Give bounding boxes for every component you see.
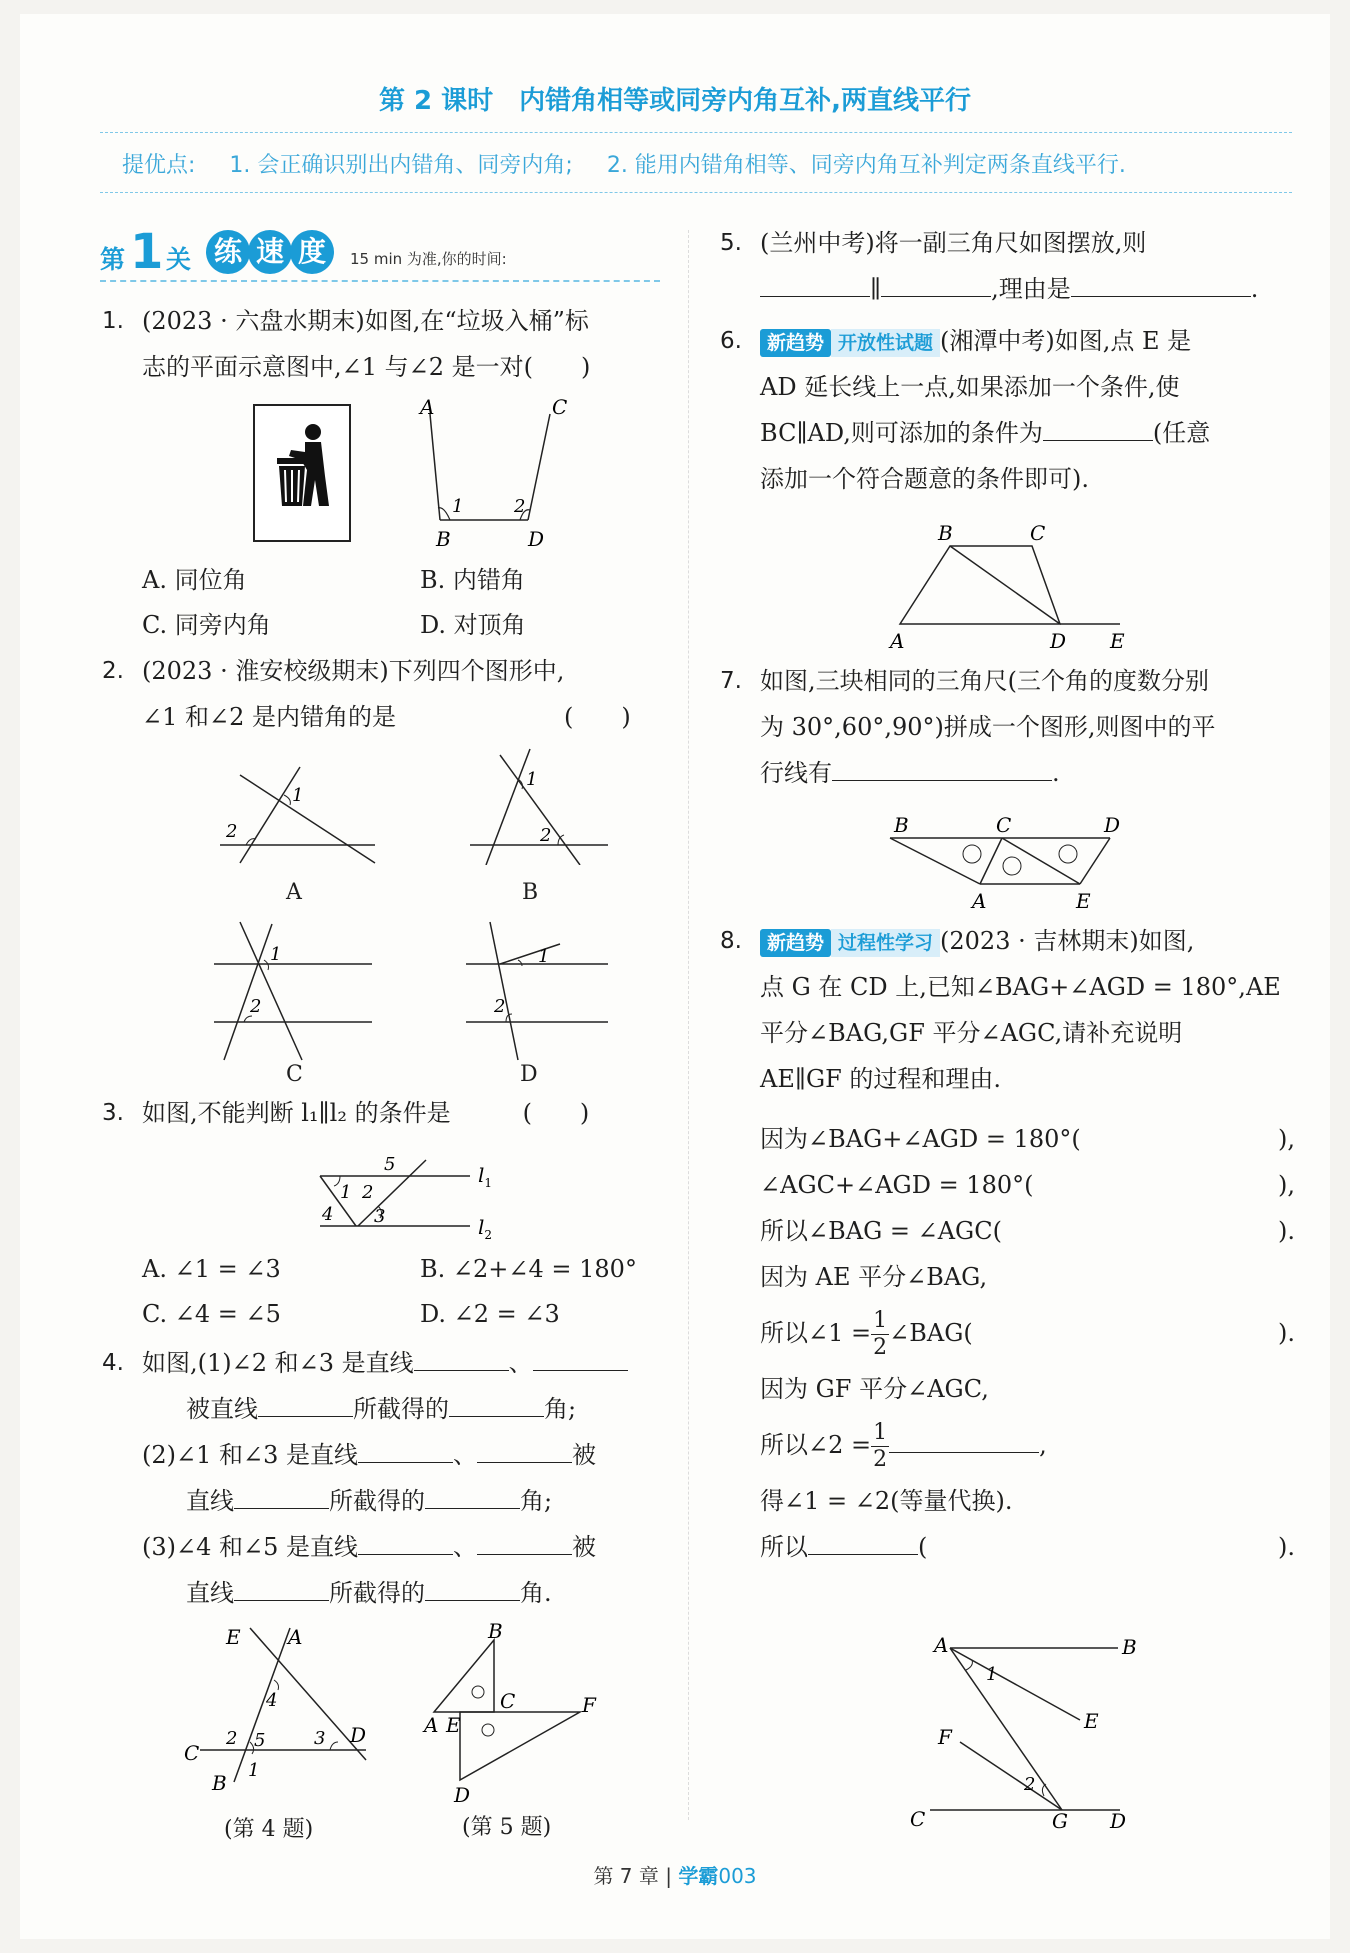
q1-label-D: D (528, 527, 545, 551)
section-bubbles (206, 230, 332, 274)
q8-line-3: 平分∠BAG,GF 平分∠AGC,请补充说明 (760, 1019, 1183, 1047)
q2D-angle-2: 2 (494, 996, 506, 1017)
q1-label-A: A (420, 395, 435, 419)
q6-line-2: AD 延长线上一点,如果添加一个条件,使 (760, 373, 1180, 401)
question-1 (102, 298, 591, 390)
q2-figure-C (210, 920, 380, 1070)
question-4: 4. 如图,(1)∠2 和∠3 是直线 、 被直线 所截得的 角; (2)∠1 和∠3 是直线 、 被 直线 所截得的 角; (3)∠4 和∠5 是直线 、 被 直线 所截得的 角. (142, 1340, 628, 1616)
q4-label-A: A (288, 1625, 303, 1649)
q3-number: 3. (102, 1100, 124, 1126)
section-underline (100, 280, 660, 282)
q7-label-C: C (996, 813, 1012, 837)
q6-number: 6. (720, 328, 742, 354)
q7-number: 7. (720, 668, 742, 694)
page-title: 第 2 课时 内错角相等或同旁内角互补,两直线平行 (378, 86, 972, 116)
q5-blank-2[interactable] (881, 266, 991, 297)
q5-label-F: F (582, 1693, 596, 1717)
bubble-1: 练 (206, 230, 250, 274)
q5-label-E: E (446, 1713, 461, 1737)
q5-figure (420, 1620, 600, 1810)
q8-step-8: 得∠1 = ∠2(等量代换). (760, 1487, 1013, 1515)
q8-half-1: $\frac{1}{2}$ (873, 1308, 888, 1360)
q4-blank-9[interactable] (358, 1524, 453, 1555)
q2A-angle-2: 2 (226, 821, 238, 842)
q8-label-E: E (1084, 1709, 1099, 1733)
q1-option-C[interactable]: C. 同旁内角 (142, 611, 271, 639)
q8-line-2: 点 G 在 CD 上,已知∠BAG+∠AGD = 180°,AE (760, 973, 1281, 1001)
q8-angle-1: 1 (986, 1664, 998, 1685)
q8-blank-9[interactable] (808, 1524, 918, 1555)
q3-angle-4: 4 (322, 1204, 334, 1225)
q1-angle-1: 1 (452, 496, 464, 517)
q3-line-1: 如图,不能判断 l₁∥l₂ 的条件是 ( ) (142, 1099, 590, 1127)
q2-caption-A: A (286, 880, 302, 905)
q8-blank-7[interactable] (889, 1422, 1039, 1453)
section-guan: 关 (166, 245, 192, 274)
q3-label-l2: $l_2$ (478, 1215, 493, 1240)
q7-label-A: A (972, 889, 987, 913)
q4-label-B: B (212, 1771, 227, 1795)
footer-chapter: 第 7 章 (593, 1864, 659, 1888)
q4-label-E: E (226, 1625, 241, 1649)
q1-figure (400, 394, 580, 554)
q8-step-7[interactable]: 所以∠2 = $\frac{1}{2}$ , (760, 1420, 1047, 1472)
footer-brand: 学霸 (678, 1864, 719, 1888)
q2-figure-D (460, 920, 620, 1070)
q4-blank-2[interactable] (533, 1340, 628, 1371)
q2-number: 2. (102, 658, 124, 684)
learning-points (122, 148, 1160, 179)
q8-label-C: C (910, 1807, 926, 1830)
q6-trend-tag: 新趋势 (760, 329, 831, 357)
q2-caption-B: B (522, 880, 539, 905)
q3-option-D[interactable]: D. ∠2 = ∠3 (420, 1300, 560, 1328)
question-2 (102, 648, 631, 740)
q8-label-B: B (1122, 1635, 1137, 1659)
q3-angle-5: 5 (384, 1154, 396, 1175)
q2C-angle-1: 1 (270, 944, 282, 965)
q2-caption-C: C (286, 1062, 303, 1087)
q8-label-F: F (938, 1725, 952, 1749)
section-number: 1 (130, 224, 164, 280)
page-number: 003 (718, 1864, 757, 1888)
question-5: 5. (兰州中考)将一副三角尺如图摆放,则 ∥ ,理由是 . (760, 220, 1258, 312)
q5-blank-3[interactable] (1071, 266, 1251, 297)
q6-figure (880, 516, 1140, 656)
q4-angle-3: 3 (314, 1728, 326, 1749)
q2B-angle-1: 1 (526, 769, 538, 790)
q6-label-E: E (1110, 629, 1125, 653)
q7-line-2: 为 30°,60°,90°)拼成一个图形,则图中的平 (760, 713, 1216, 741)
page-footer (0, 1860, 1350, 1889)
q5-line-1: (兰州中考)将一副三角尺如图摆放,则 (760, 229, 1147, 257)
q2-line-2: ∠1 和∠2 是内错角的是 ( ) (142, 703, 631, 731)
q8-half-2: $\frac{1}{2}$ (873, 1420, 888, 1472)
q8-step-9[interactable]: 所以 ( ). (760, 1524, 1295, 1570)
q3-option-B[interactable]: B. ∠2+∠4 = 180° (420, 1255, 637, 1283)
q5-label-C: C (500, 1689, 516, 1713)
q1-label-B: B (436, 527, 451, 551)
q3-angle-1: 1 (340, 1182, 352, 1203)
q1-angle-2: 2 (514, 496, 526, 517)
footer-separator: | (665, 1864, 672, 1888)
q7-figure (880, 808, 1140, 918)
q3-option-A[interactable]: A. ∠1 = ∠3 (142, 1255, 281, 1283)
q7-blank[interactable] (832, 750, 1052, 781)
q4-angle-2: 2 (226, 1728, 238, 1749)
timer-text: 15 min 为准,你的时间: (350, 250, 507, 268)
q4-blank-5[interactable] (358, 1432, 453, 1463)
q4-figure (170, 1620, 380, 1810)
q4-blank-12[interactable] (425, 1570, 520, 1601)
q1-line-1: (2023 · 六盘水期末)如图,在“垃圾入桶”标 (142, 307, 589, 335)
q7-label-E: E (1076, 889, 1091, 913)
q8-step-5[interactable]: 所以∠1 = $\frac{1}{2}$ ∠BAG( ). (760, 1308, 1295, 1360)
q8-proof (760, 1116, 1295, 1570)
q4-blank-10[interactable] (477, 1524, 572, 1555)
q4-angle-1: 1 (248, 1760, 260, 1781)
q5-label-A: A (424, 1713, 439, 1737)
q2-caption-D: D (520, 1062, 538, 1087)
q4-number: 4. (102, 1350, 124, 1376)
q4-label-C: C (184, 1741, 200, 1765)
q3-angle-2: 2 (362, 1182, 374, 1203)
q4-caption: (第 4 题) (224, 1817, 314, 1842)
q8-step-6: 因为 GF 平分∠AGC, (760, 1375, 989, 1403)
q3-label-l1: $l_1$ (478, 1163, 493, 1190)
q8-label-D: D (1110, 1809, 1127, 1830)
q2-figure-A (200, 755, 380, 865)
q8-type-tag: 过程性学习 (831, 929, 940, 957)
q1-option-A[interactable]: A. 同位角 (142, 566, 247, 594)
question-3 (102, 1090, 590, 1136)
q2A-angle-1: 1 (292, 785, 304, 806)
section-di: 第 (100, 245, 126, 274)
q2B-angle-2: 2 (540, 825, 552, 846)
q2D-angle-1: 1 (538, 946, 550, 967)
q4-blank-11[interactable] (234, 1570, 329, 1601)
q8-line-4: AE∥GF 的过程和理由. (760, 1065, 1002, 1093)
q5-label-B: B (488, 1620, 503, 1643)
points-label: 提优点: (122, 153, 196, 178)
q6-line-4: 添加一个符合题意的条件即可). (760, 465, 1089, 493)
q6-label-A: A (890, 629, 905, 653)
q8-label-A: A (934, 1633, 949, 1657)
q4-blank-7[interactable] (234, 1478, 329, 1509)
q3-angle-3: 3 (374, 1206, 386, 1227)
q5-label-D: D (454, 1783, 471, 1807)
column-divider (688, 230, 689, 1820)
q3-figure (310, 1140, 510, 1240)
q8-label-G: G (1052, 1809, 1068, 1830)
q1-option-D[interactable]: D. 对顶角 (420, 611, 526, 639)
q3-option-C[interactable]: C. ∠4 = ∠5 (142, 1300, 281, 1328)
q6-label-D: D (1050, 629, 1067, 653)
q1-label-C: C (552, 395, 568, 419)
q8-figure (900, 1630, 1140, 1830)
q4-blank-4[interactable] (449, 1386, 544, 1417)
trash-sign-icon (253, 404, 351, 542)
bubble-2: 速 (248, 230, 292, 274)
q7-label-D: D (1104, 813, 1121, 837)
q8-step-3[interactable]: 所以∠BAG = ∠AGC( ). (760, 1217, 1295, 1245)
question-7: 7. 如图,三块相同的三角尺(三个角的度数分别 为 30°,60°,90°)拼成一个图形,则图中的平 行线有 . (760, 658, 1216, 796)
section-header (100, 224, 675, 280)
q8-number: 8. (720, 928, 742, 954)
question-6: 6. 新趋势 开放性试题 (湘潭中考)如图,点 E 是 AD 延长线上一点,如果添加一个条件,使 BC∥AD,则可添加的条件为 (任意 添加一个符合题意的条件即可). (760, 318, 1210, 502)
q4-label-D: D (350, 1723, 367, 1747)
q4-blank-6[interactable] (477, 1432, 572, 1463)
q7-label-B: B (894, 813, 909, 837)
q4-blank-1[interactable] (414, 1340, 509, 1371)
q4-angle-4: 4 (266, 1690, 278, 1711)
q6-blank[interactable] (1043, 410, 1153, 441)
q5-blank-1[interactable] (760, 266, 870, 297)
point-2: 2. 能用内错角相等、同旁内角互补判定两条直线平行. (606, 153, 1126, 178)
q4-angle-5: 5 (254, 1730, 266, 1751)
q8-step-4: 因为 AE 平分∠BAG, (760, 1263, 988, 1291)
q8-step-2[interactable]: ∠AGC+∠AGD = 180°( ), (760, 1171, 1295, 1199)
q5-caption: (第 5 题) (462, 1815, 552, 1840)
bubble-3: 度 (290, 230, 334, 274)
q1-option-B[interactable]: B. 内错角 (420, 566, 525, 594)
q7-line-1: 如图,三块相同的三角尺(三个角的度数分别 (760, 667, 1209, 695)
point-1: 1. 会正确识别出内错角、同旁内角; (229, 153, 573, 178)
title-divider (100, 132, 1292, 133)
q2-line-1: (2023 · 淮安校级期末)下列四个图形中, (142, 657, 565, 685)
points-divider (100, 192, 1292, 193)
q2-figure-B (460, 745, 620, 865)
q6-label-C: C (1030, 521, 1046, 545)
q6-type-tag: 开放性试题 (831, 329, 940, 357)
q8-trend-tag: 新趋势 (760, 929, 831, 957)
q2C-angle-2: 2 (250, 996, 262, 1017)
q1-number: 1. (102, 308, 124, 334)
q8-step-1[interactable]: 因为∠BAG+∠AGD = 180°( ), (760, 1125, 1295, 1153)
q4-blank-3[interactable] (258, 1386, 353, 1417)
q4-blank-8[interactable] (425, 1478, 520, 1509)
q8-angle-2: 2 (1024, 1774, 1036, 1795)
q6-label-B: B (938, 521, 953, 545)
q5-number: 5. (720, 230, 742, 256)
q1-line-2: 志的平面示意图中,∠1 与∠2 是一对( ) (142, 353, 591, 381)
question-8: 8. 新趋势 过程性学习 (2023 · 吉林期末)如图, 点 G 在 CD 上,已知∠BAG+∠AGD = 180°,AE 平分∠BAG,GF 平分∠AGC,请补充说明 AE∥GF 的过程和理由. (760, 918, 1281, 1102)
